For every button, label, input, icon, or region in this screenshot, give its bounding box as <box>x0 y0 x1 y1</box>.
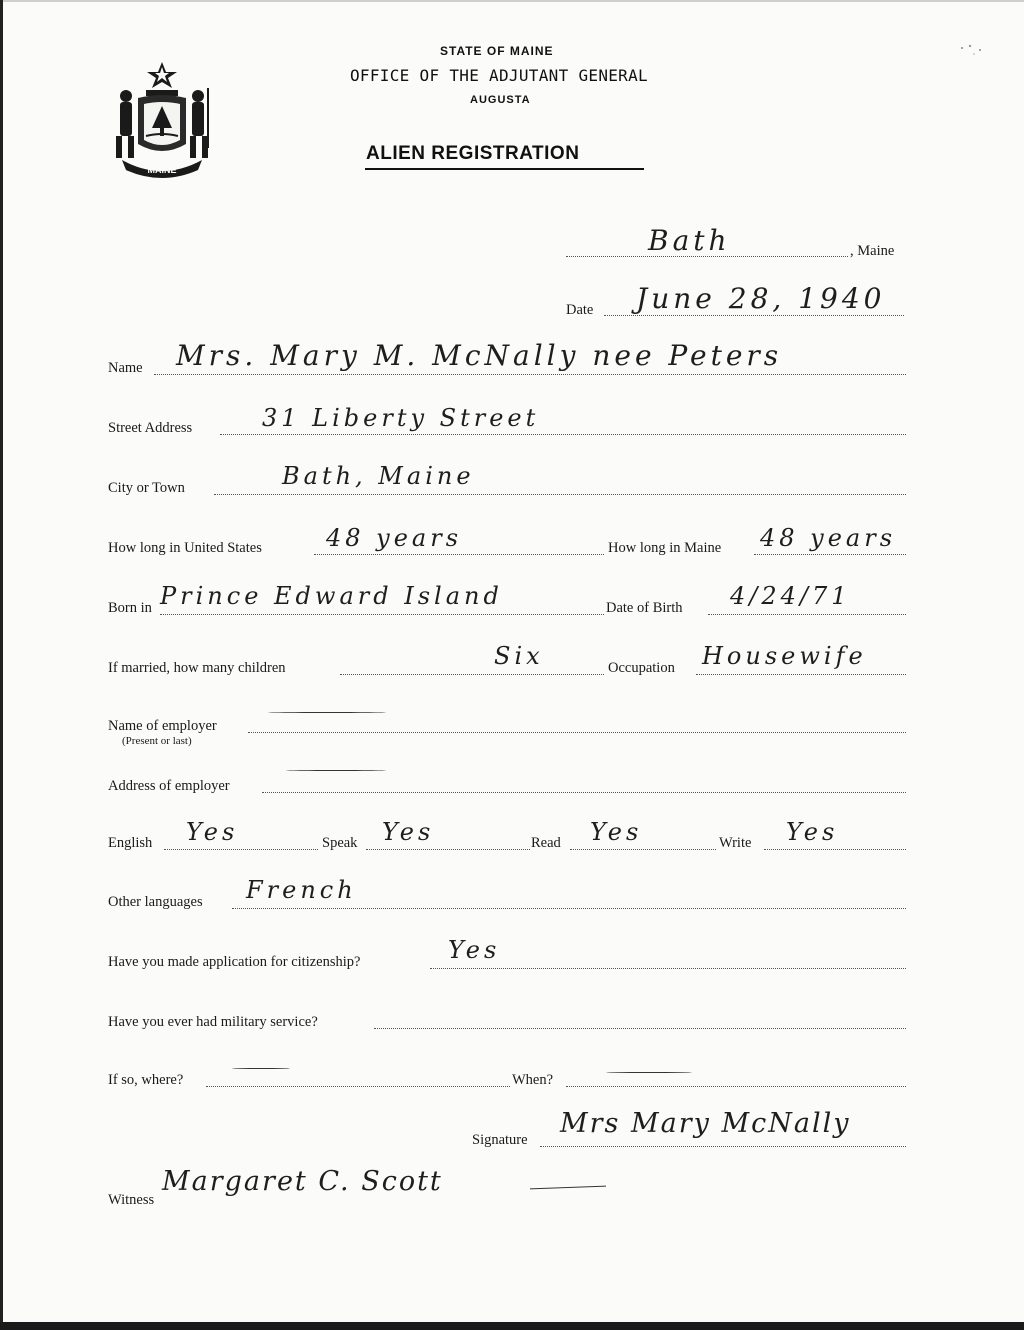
paper-specks <box>958 40 988 60</box>
english-label: English <box>108 835 153 851</box>
how-long-maine-label: How long in Maine <box>608 540 722 556</box>
when-dash <box>606 1072 692 1073</box>
signature-entry: Mrs Mary McNally <box>560 1108 851 1139</box>
seal-banner-text: MAINE <box>147 165 177 175</box>
signature-line <box>540 1146 906 1147</box>
when-line <box>566 1086 906 1087</box>
military-label: Have you ever had military service? <box>108 1014 318 1030</box>
children-line <box>340 674 604 675</box>
form-title: ALIEN REGISTRATION <box>366 143 580 164</box>
city-heading: AUGUSTA <box>470 94 531 106</box>
left-edge <box>0 0 3 1330</box>
how-long-maine-line <box>754 554 906 555</box>
date-line <box>604 315 904 316</box>
witness-flourish <box>530 1186 606 1190</box>
employer-name-dash <box>268 712 386 713</box>
write-line <box>764 849 906 850</box>
employer-name-sub-label: (Present or last) <box>122 735 192 747</box>
military-line <box>374 1028 906 1029</box>
when-label: When? <box>512 1072 554 1088</box>
occupation-entry: Housewife <box>702 642 867 670</box>
signature-label: Signature <box>472 1132 528 1148</box>
citizenship-label: Have you made application for citizenship? <box>108 954 361 970</box>
witness-entry: Margaret C. Scott <box>162 1166 443 1197</box>
where-label: If so, where? <box>108 1072 184 1088</box>
city-or-town-entry: Bath, Maine <box>282 462 475 490</box>
english-entry: Yes <box>186 818 239 846</box>
date-of-birth-label: Date of Birth <box>606 600 683 616</box>
occupation-line <box>696 674 906 675</box>
city-or-town-line <box>214 494 906 495</box>
speak-label: Speak <box>322 835 358 851</box>
state-heading: STATE OF MAINE <box>440 44 554 58</box>
street-address-label: Street Address <box>108 420 193 436</box>
name-line <box>154 374 906 375</box>
office-heading: OFFICE OF THE ADJUTANT GENERAL <box>350 66 648 85</box>
other-languages-label: Other languages <box>108 894 203 910</box>
speak-entry: Yes <box>382 818 435 846</box>
date-label: Date <box>566 302 594 318</box>
children-entry: Six <box>494 642 544 670</box>
employer-name-label: Name of employer <box>108 718 217 734</box>
town-entry: Bath <box>648 224 731 257</box>
how-long-us-line <box>314 554 604 555</box>
date-of-birth-line <box>708 614 906 615</box>
citizenship-line <box>430 968 906 969</box>
write-entry: Yes <box>786 818 839 846</box>
maine-label: , Maine <box>850 243 895 259</box>
other-languages-entry: French <box>246 876 357 904</box>
citizenship-entry: Yes <box>448 936 501 964</box>
date-entry: June 28, 1940 <box>636 282 886 315</box>
top-edge <box>0 0 1024 2</box>
born-in-entry: Prince Edward Island <box>160 582 503 610</box>
english-line <box>164 849 318 850</box>
other-languages-line <box>232 908 906 909</box>
children-label: If married, how many children <box>108 660 286 676</box>
how-long-us-entry: 48 years <box>326 524 463 552</box>
bottom-edge <box>0 1322 1024 1330</box>
how-long-maine-entry: 48 years <box>760 524 897 552</box>
city-or-town-label: City or Town <box>108 480 185 496</box>
where-dash <box>232 1068 290 1069</box>
street-address-line <box>220 434 906 435</box>
employer-name-line <box>248 732 906 733</box>
read-line <box>570 849 716 850</box>
employer-address-line <box>262 792 906 793</box>
where-line <box>206 1086 510 1087</box>
street-address-entry: 31 Liberty Street <box>262 404 540 432</box>
read-entry: Yes <box>590 818 643 846</box>
occupation-label: Occupation <box>608 660 675 676</box>
name-entry: Mrs. Mary M. McNally nee Peters <box>176 339 783 372</box>
employer-address-dash <box>286 770 386 771</box>
how-long-us-label: How long in United States <box>108 540 262 556</box>
born-in-label: Born in <box>108 600 152 616</box>
date-of-birth-entry: 4/24/71 <box>730 582 851 610</box>
witness-label: Witness <box>108 1192 155 1208</box>
state-of-maine-seal-icon <box>108 58 216 178</box>
name-label: Name <box>108 360 143 376</box>
write-label: Write <box>719 835 752 851</box>
read-label: Read <box>531 835 561 851</box>
born-in-line <box>160 614 604 615</box>
employer-address-label: Address of employer <box>108 778 230 794</box>
speak-line <box>366 849 530 850</box>
title-underline <box>365 168 644 170</box>
